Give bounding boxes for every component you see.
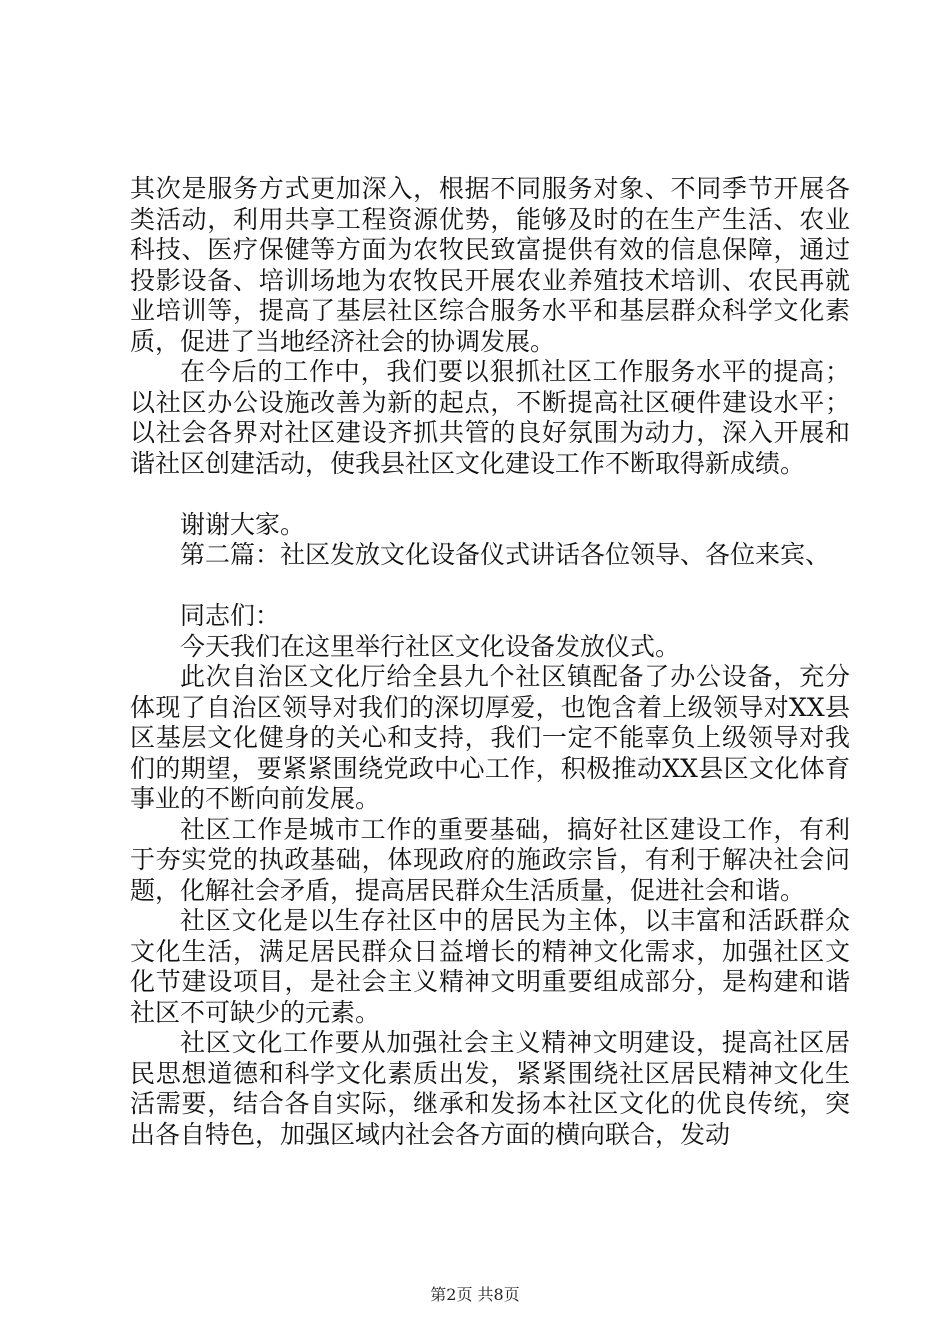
paragraph-community-work: 社区工作是城市工作的重要基础，搞好社区建设工作，有利于夯实党的执政基础，体现政府的施政宗旨，有利于解决社会问题，化解社会矛盾，提高居民群众生活质量，促进社会和谐。	[130, 814, 850, 905]
paragraph-greeting: 同志们：	[180, 601, 281, 630]
paragraph-service-methods: 其次是服务方式更加深入，根据不同服务对象、不同季节开展各类活动，利用共享工程资源优势，能够及时的在生产生活、农业科技、医疗保健等方面为农牧民致富提供有效的信息保障，通过投影设备、培训场地为农牧民开展农业养殖技术培训、农民再就业培训等，提高了基层社区综合服务水平和基层群众科学文化素质，促进了当地经济社会的协调发展。	[130, 174, 850, 356]
document-body	[130, 174, 850, 1150]
paragraph-gap	[130, 571, 850, 602]
paragraph-future-work: 在今后的工作中，我们要以狠抓社区工作服务水平的提高；以社区办公设施改善为新的起点，不断提高社区硬件建设水平；以社会各界对社区建设齐抓共管的良好氛围为动力，深入开展和谐社区创建活动，使我县社区文化建设工作不断取得新成绩。	[130, 357, 850, 478]
paragraph-culture-work: 社区文化工作要从加强社会主义精神文明建设，提高社区居民思想道德和科学文化素质出发，紧紧围绕社区居民精神文化生活需要，结合各自实际，继承和发扬本社区文化的优良传统，突出各自特色，加强区域内社会各方面的横向联合，发动	[130, 1028, 850, 1149]
section-title-second: 第二篇：社区发放文化设备仪式讲话各位领导、各位来宾、	[180, 540, 831, 569]
paragraph-thanks: 谢谢大家。	[180, 509, 306, 539]
paragraph-equipment: 此次自治区文化厅给全县九个社区镇配备了办公设备，充分体现了自治区领导对我们的深切厚爱，也饱含着上级领导对XX县区基层文化健身的关心和支持，我们一定不能辜负上级领导对我们的期望，要紧紧围绕党政中心工作，积极推动XX县区文化体育事业的不断向前发展。	[130, 662, 850, 813]
paragraph-ceremony: 今天我们在这里举行社区文化设备发放仪式。	[180, 631, 681, 661]
paragraph-gap	[130, 479, 850, 510]
paragraph-community-culture: 社区文化是以生存社区中的居民为主体，以丰富和活跃群众文化生活，满足居民群众日益增长的精神文化需求，加强社区文化节建设项目，是社会主义精神文明重要组成部分，是构建和谐社区不可缺少的元素。	[130, 906, 850, 1027]
page-footer: 第2页 共8页	[430, 1285, 520, 1304]
